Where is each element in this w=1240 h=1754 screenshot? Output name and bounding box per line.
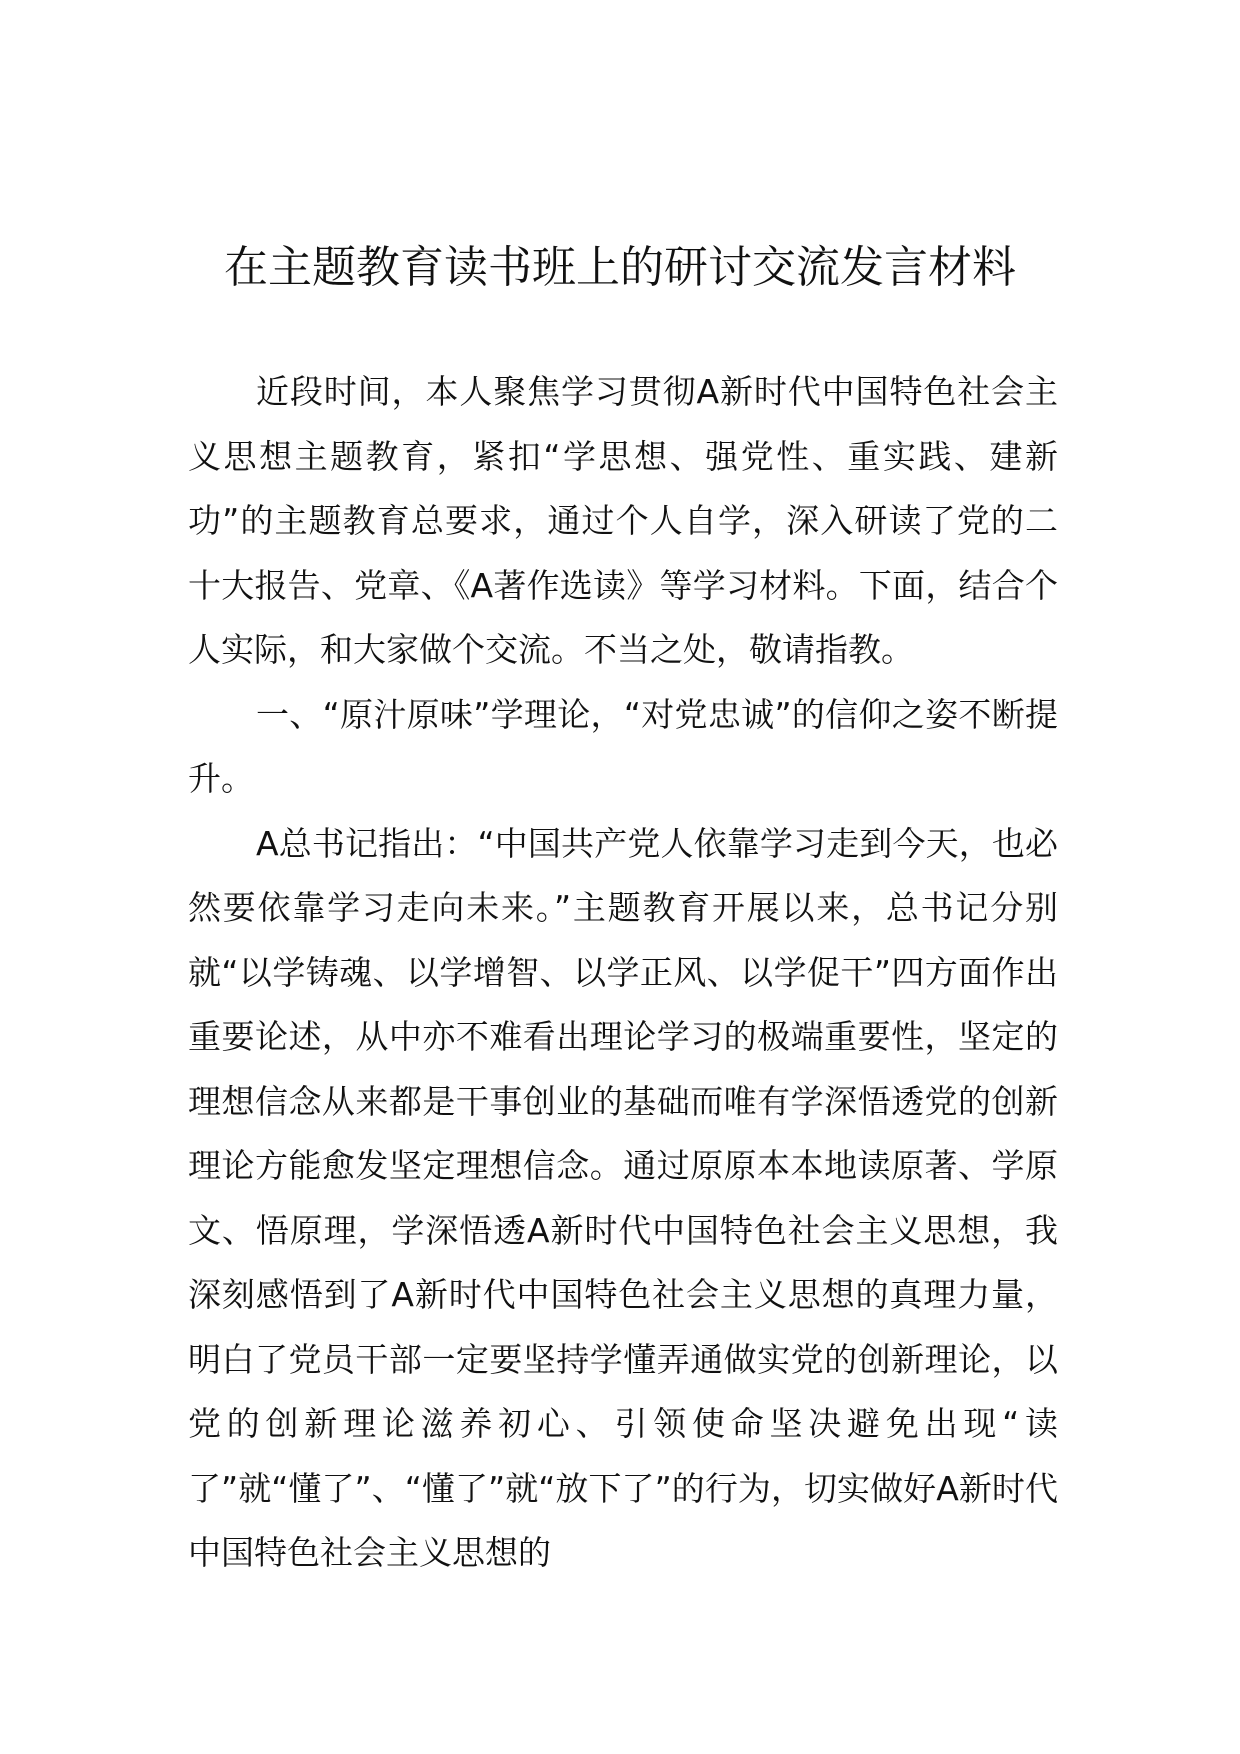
document-body [188,360,1058,1586]
paragraph-section-1: A总书记指出：“中国共产党人依靠学习走到今天，也必然要依靠学习走向未来。”主题教育开展以来，总书记分别就“以学铸魂、以学增智、以学正风、以学促干”四方面作出重要论述，从中亦不难看出理论学习的极端重要性，坚定的理想信念从来都是干事创业的基础而唯有学深悟透党的创新理论方能愈发坚定理想信念。通过原原本本地读原著、学原文、悟原理，学深悟透A新时代中国特色社会主义思想，我深刻感悟到了A新时代中国特色社会主义思想的真理力量，明白了党员干部一定要坚持学懂弄通做实党的创新理论，以党的创新理论滋养初心、引领使命坚决避免出现“读了”就“懂了”、“懂了”就“放下了”的行为，切实做好A新时代中国特色社会主义思想的 [188,823,1058,1572]
section-heading-1: 一、“原汁原味”学理论，“对党忠诚”的信仰之姿不断提升。 [188,694,1058,798]
paragraph-intro: 近段时间，本人聚焦学习贯彻A新时代中国特色社会主义思想主题教育，紧扣“学思想、强党性、重实践、建新功”的主题教育总要求，通过个人自学，深入研读了党的二十大报告、党章、《A著作选读》等学习材料。下面，结合个人实际，和大家做个交流。不当之处，敬请指教。 [188,372,1058,669]
document-title: 在主题教育读书班上的研讨交流发言材料 [224,242,1016,293]
